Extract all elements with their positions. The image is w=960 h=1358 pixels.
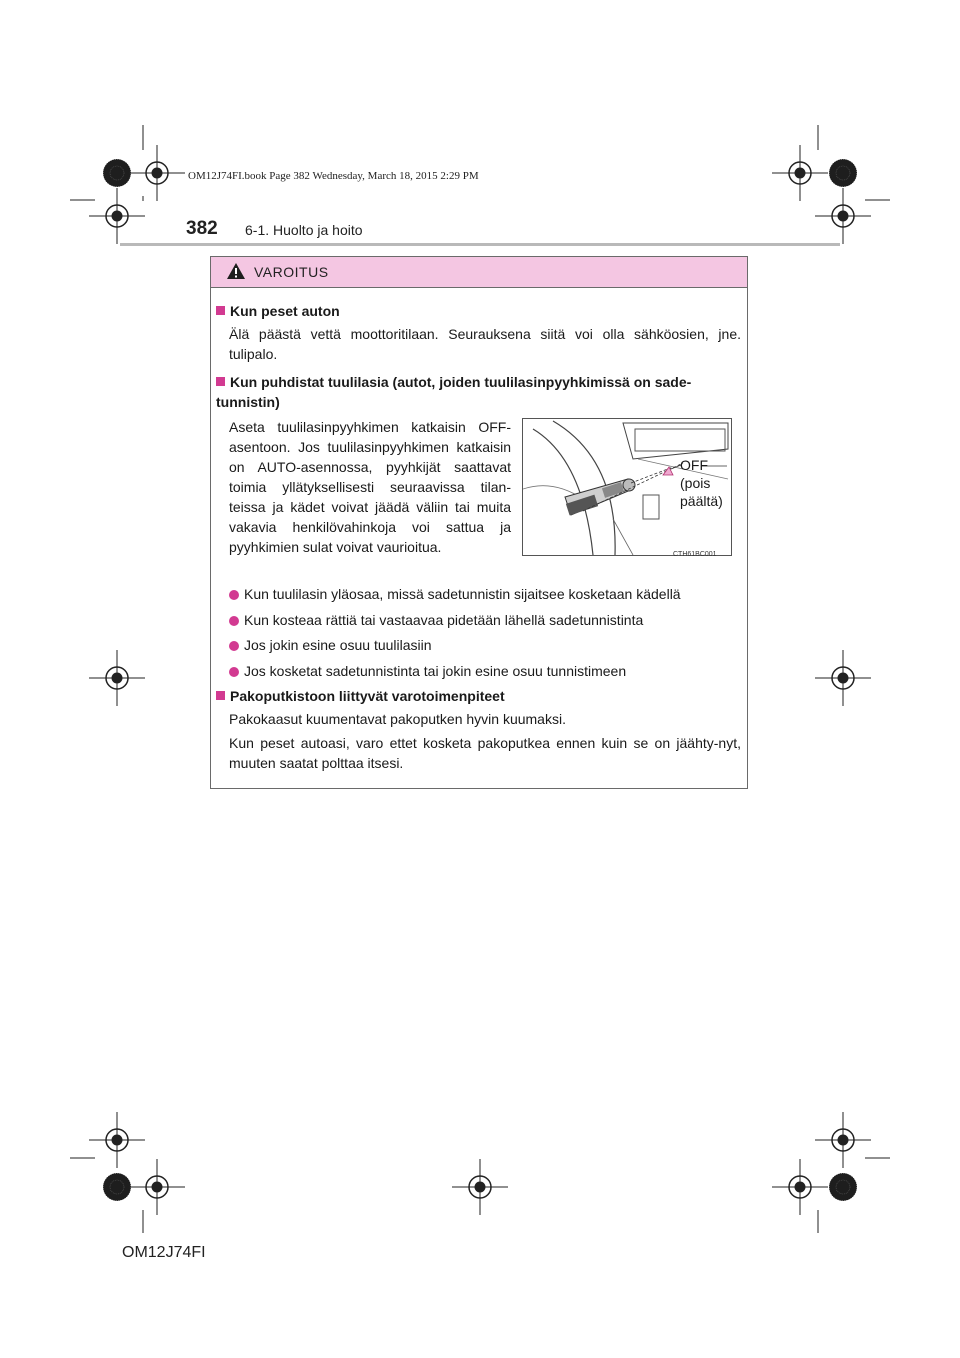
header-rule	[120, 243, 840, 246]
text-exhaust-2: Kun peset autoasi, varo ettet kosketa pakoputkea ennen kuin se on jäähty-nyt, muuten saatat polttaa itsesi.	[229, 735, 741, 771]
round-bullet-icon	[229, 667, 239, 677]
heading-windshield: Kun puhdistat tuulilasia (autot, joiden tuulilasinpyyhkimissä on sade-tunnistin)	[216, 374, 692, 410]
heading-washing: Kun peset auton	[216, 301, 340, 321]
off-label: OFF (pois päältä)	[680, 457, 723, 509]
bullet-item: Jos kosketat sadetunnistinta tai jokin esine osuu tunnistimeen	[229, 661, 744, 681]
warning-triangle-icon	[226, 262, 246, 280]
bullet-item: Kun tuulilasin yläosaa, missä sadetunnistin sijaitsee kosketaan kädellä	[229, 584, 744, 604]
bullet-item: Kun kosteaa rättiä tai vastaavaa pidetään lähellä sadetunnistinta	[229, 610, 744, 630]
figure-code: CTH61BC001	[673, 551, 717, 558]
square-bullet-icon	[216, 691, 225, 700]
text-windshield: Aseta tuulilasinpyyhkimen katkaisin OFF-asentoon. Jos tuulilasinpyyhkimen katkaisin on AUTO-asennossa, pyyhkijät saattavat toimia yllätyksellisesti seuraavissa tilan-teissa ja kädet voivat jäädä väliin tai muita vakavia henkilövahinkoja voi sattua ja pyyhkimien sulat voivat vaurioitua.	[229, 419, 511, 555]
warning-header	[211, 257, 747, 288]
round-bullet-icon	[229, 616, 239, 626]
text-washing: Älä päästä vettä moottoritilaan. Seurauksena siitä voi olla sähköosien, jne. tulipalo.	[229, 326, 741, 362]
book-info: OM12J74FI.book Page 382 Wednesday, March 18, 2015 2:29 PM	[188, 170, 479, 182]
round-bullet-icon	[229, 590, 239, 600]
square-bullet-icon	[216, 306, 225, 315]
bullet-item: Jos jokin esine osuu tuulilasiin	[229, 635, 744, 655]
square-bullet-icon	[216, 377, 225, 386]
section-title: 6-1. Huolto ja hoito	[245, 222, 363, 238]
footer-code: OM12J74FI	[122, 1244, 206, 1261]
warning-title: VAROITUS	[254, 264, 329, 280]
page-number: 382	[186, 218, 218, 239]
heading-exhaust: Pakoputkistoon liittyvät varotoimenpiteet	[216, 686, 505, 706]
round-bullet-icon	[229, 641, 239, 651]
text-exhaust-1: Pakokaasut kuumentavat pakoputken hyvin kuumaksi.	[229, 711, 566, 727]
warning-box	[210, 256, 748, 789]
